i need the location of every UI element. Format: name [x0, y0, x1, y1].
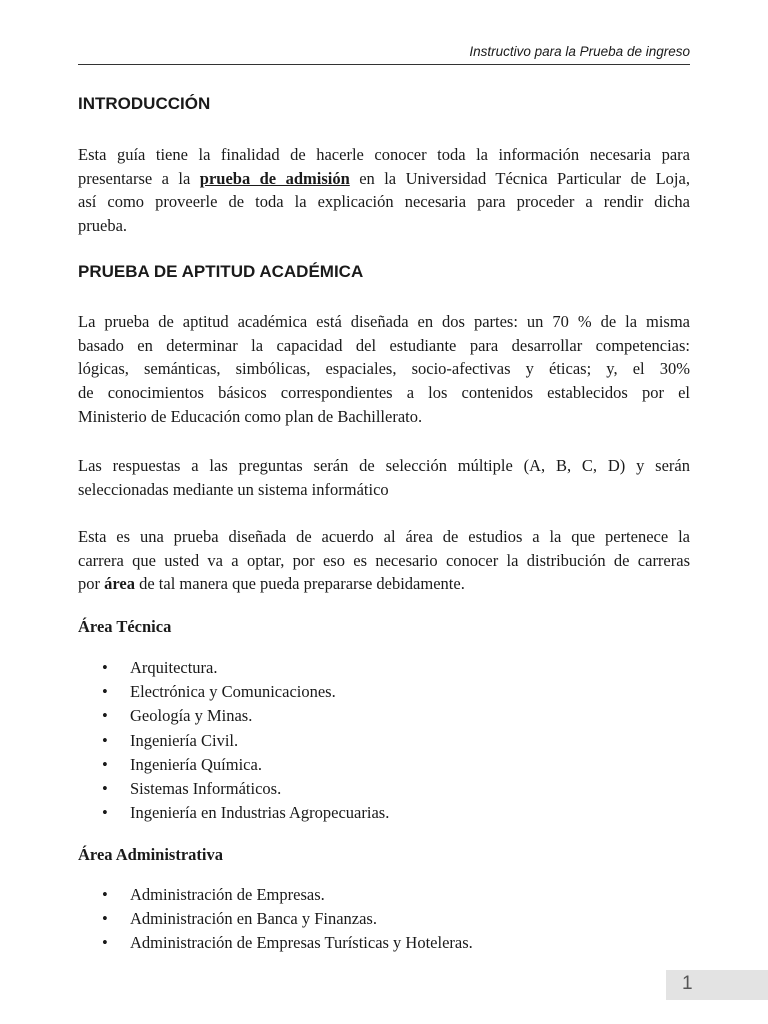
aptitud-line: Las respuestas a las preguntas serán de selección múltiple (A, B, C, D) y serán — [78, 456, 690, 475]
area-administrativa-title: Área Administrativa — [78, 845, 223, 864]
area-administrativa-list — [78, 883, 473, 956]
page-number: 1 — [682, 973, 693, 994]
bullet-icon: • — [102, 754, 108, 774]
list-item — [78, 729, 389, 753]
bullet-icon: • — [102, 803, 108, 823]
intro-line: Esta guía tiene la finalidad de hacerle conocer toda la información necesaria para — [78, 145, 690, 164]
aptitud-paragraph-3 — [78, 525, 690, 596]
list-item-label: Geología y Minas. — [130, 706, 253, 726]
list-item — [78, 753, 389, 777]
bullet-icon: • — [102, 933, 108, 953]
aptitud-line: basado en determinar la capacidad del estudiante para desarrollar competencias: — [78, 335, 690, 355]
intro-line — [78, 167, 690, 191]
list-item — [78, 656, 389, 680]
intro-paragraph — [78, 143, 690, 238]
aptitud-paragraph-2 — [78, 454, 690, 501]
aptitud-line-text: de tal manera que pueda prepararse debidamente. — [134, 574, 465, 594]
aptitud-line: Ministerio de Educación como plan de Bachillerato. — [78, 406, 423, 426]
heading-introduccion: INTRODUCCIÓN — [78, 94, 211, 113]
prueba-de-admision-link[interactable]: prueba de admisión — [199, 168, 350, 188]
bullet-icon: • — [102, 779, 108, 799]
bullet-icon: • — [102, 885, 108, 904]
header-rule — [78, 64, 690, 65]
aptitud-line: carrera que usted va a optar, por eso es necesario conocer la distribución de carreras — [78, 550, 690, 570]
intro-line-text: presentarse a la — [78, 168, 200, 188]
page-number-box — [666, 970, 768, 1000]
list-item-label: Ingeniería Química. — [130, 754, 262, 774]
area-tecnica-title: Área Técnica — [78, 617, 172, 636]
list-item — [78, 931, 473, 955]
aptitud-line-text: por — [78, 574, 105, 594]
running-header-title: Instructivo para la Prueba de ingreso — [469, 44, 690, 59]
intro-line: prueba. — [78, 216, 128, 236]
aptitud-line: de conocimientos básicos correspondientes a los contenidos establecidos por el — [78, 383, 690, 403]
list-item — [78, 907, 473, 931]
list-item-label: Administración en Banca y Finanzas. — [130, 909, 377, 929]
aptitud-line: La prueba de aptitud académica está diseñada en dos partes: un 70 % de la misma — [78, 312, 690, 331]
list-item — [78, 777, 389, 801]
list-item — [78, 801, 389, 825]
list-item-label: Electrónica y Comunicaciones. — [130, 682, 336, 702]
bullet-icon: • — [102, 682, 108, 702]
list-item — [78, 704, 389, 728]
area-bold-word: área — [104, 574, 135, 594]
area-tecnica-list — [78, 656, 389, 825]
aptitud-paragraph-1 — [78, 310, 690, 429]
list-item-label: Arquitectura. — [130, 658, 218, 677]
intro-line: así como proveerle de toda la explicación necesaria para proceder a rendir dicha — [78, 192, 690, 212]
bullet-icon: • — [102, 730, 108, 750]
list-item-label: Administración de Empresas Turísticas y Hoteleras. — [130, 933, 473, 953]
list-item-label: Ingeniería Civil. — [130, 730, 239, 750]
aptitud-line — [78, 572, 690, 596]
list-item-label: Sistemas Informáticos. — [130, 779, 282, 799]
bullet-icon: • — [102, 909, 108, 929]
bullet-icon: • — [102, 706, 108, 726]
intro-line-text: en la Universidad Técnica Particular de Loja, — [349, 168, 690, 188]
heading-prueba-aptitud: PRUEBA DE APTITUD ACADÉMICA — [78, 262, 364, 281]
aptitud-line: seleccionadas mediante un sistema informático — [78, 479, 389, 499]
aptitud-line: Esta es una prueba diseñada de acuerdo al área de estudios a la que pertenece la — [78, 527, 690, 546]
aptitud-line: lógicas, semánticas, simbólicas, espaciales, socio-afectivas y éticas; y, el 30% — [78, 359, 690, 379]
list-item-label: Administración de Empresas. — [130, 885, 325, 904]
list-item-label: Ingeniería en Industrias Agropecuarias. — [130, 803, 390, 823]
bullet-icon: • — [102, 658, 108, 677]
list-item — [78, 883, 473, 907]
list-item — [78, 680, 389, 704]
